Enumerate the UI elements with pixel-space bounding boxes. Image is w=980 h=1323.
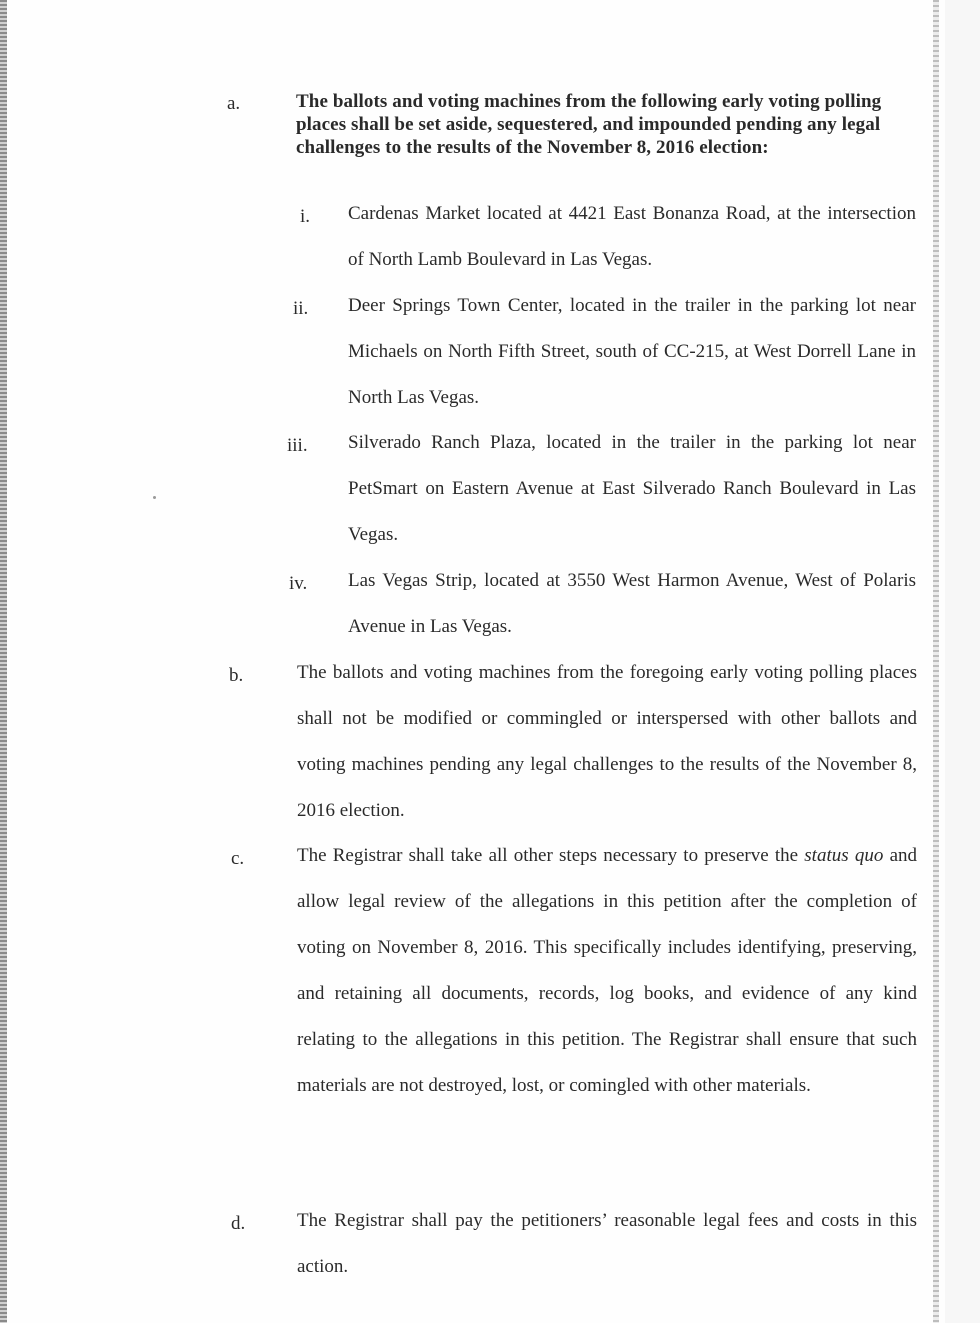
- item-c-marker: c.: [231, 848, 245, 869]
- item-a-marker: a.: [227, 93, 241, 114]
- item-c-text-end: and allow legal review of the allegations in this petition after the completion of voting on November 8, 2016. This specifically includes identifying, preserving, and retaining all documents, records, log books, and evidence of any kind relating to the allegations in this petition. The Registrar shall ensure that such materials are not destroyed, lost, or comingled with other materials.: [297, 845, 917, 1096]
- sub-item-ii-text: Deer Springs Town Center, located in the trailer in the parking lot near Michaels on North Fifth Street, south of CC-215, at West Dorrell Lane in North Las Vegas.: [348, 295, 916, 408]
- sub-item-iv-text: Las Vegas Strip, located at 3550 West Harmon Avenue, West of Polaris Avenue in Las Vegas.: [348, 570, 916, 637]
- scan-edge-left: [0, 0, 7, 1323]
- item-a-text: The ballots and voting machines from the following early voting polling places shall be set aside, sequestered, and impounded pending any legal challenges to the results of the November 8, 2016 election:: [296, 91, 882, 158]
- sub-item-iii-marker: iii.: [287, 435, 308, 456]
- item-c-text-italic: status quo: [804, 845, 884, 866]
- sub-item-iii-text: Silverado Ranch Plaza, located in the trailer in the parking lot near PetSmart on Eastern Avenue at East Silverado Ranch Boulevard in Las Vegas.: [348, 432, 916, 545]
- scan-edge-right: [933, 0, 939, 1323]
- item-d-text: The Registrar shall pay the petitioners’ reasonable legal fees and costs in this action.: [297, 1210, 917, 1277]
- sub-item-ii-marker: ii.: [293, 298, 309, 319]
- sub-item-i-text: Cardenas Market located at 4421 East Bonanza Road, at the intersection of North Lamb Boulevard in Las Vegas.: [348, 203, 916, 270]
- sub-item-iv-marker: iv.: [289, 573, 308, 594]
- scan-speck: [153, 496, 156, 499]
- item-b-marker: b.: [229, 665, 244, 686]
- sub-item-i-marker: i.: [300, 206, 311, 227]
- item-d-marker: d.: [231, 1213, 246, 1234]
- item-b-text: The ballots and voting machines from the foregoing early voting polling places shall not be modified or commingled or interspersed with other ballots and voting machines pending any legal challenges to the results of the November 8, 2016 election.: [297, 662, 917, 821]
- scan-margin-right: [945, 0, 980, 1323]
- item-c-text: [297, 833, 917, 1109]
- item-c-text-start: The Registrar shall take all other steps necessary to preserve the: [297, 845, 799, 866]
